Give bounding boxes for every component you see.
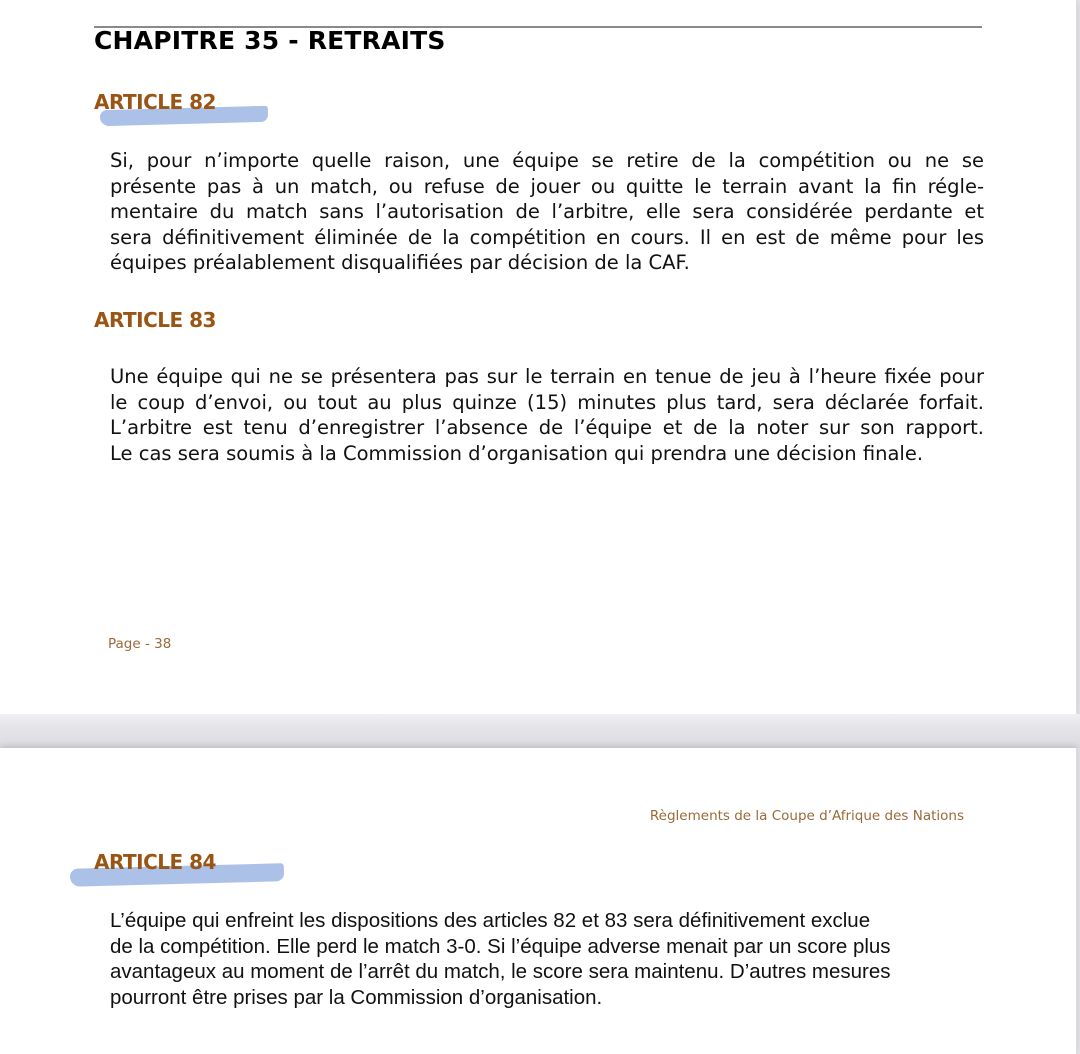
article-84-heading: ARTICLE 84 bbox=[94, 850, 216, 874]
article-82-body bbox=[110, 148, 984, 276]
page-number: Page - 38 bbox=[108, 636, 172, 652]
article-84-body bbox=[110, 908, 990, 1010]
text-line: L’arbitre est tenu d’enregistrer l’absence de l’équipe et de la noter sur son rapport. bbox=[110, 416, 984, 440]
article-82-heading-group bbox=[94, 90, 216, 114]
chapter-title: CHAPITRE 35 - RETRAITS bbox=[94, 26, 446, 55]
text-line: équipes préalablement disqualifiées par décision de la CAF. bbox=[110, 251, 690, 275]
text-line: avantageux au moment de l’arrêt du match, le score sera maintenu. D’autres mesures bbox=[110, 960, 891, 984]
text-line: Le cas sera soumis à la Commission d’organisation qui prendra une décision finale. bbox=[110, 441, 924, 465]
document-page-39 bbox=[0, 748, 1077, 1054]
article-83-heading-group bbox=[94, 308, 216, 332]
text-line: mentaire du match sans l’autorisation de l’arbitre, elle sera considérée perdante et bbox=[110, 200, 984, 224]
text-line: pourront être prises par la Commission d’organisation. bbox=[110, 985, 603, 1009]
text-line: Une équipe qui ne se présentera pas sur le terrain en tenue de jeu à l’heure fixée pour bbox=[110, 365, 984, 388]
text-line: sera définitivement éliminée de la compétition en cours. Il en est de même pour les bbox=[110, 225, 984, 249]
text-line: présente pas à un match, ou refuse de jouer ou quitte le terrain avant la fin régle- bbox=[110, 174, 984, 198]
article-83-heading: ARTICLE 83 bbox=[94, 308, 216, 332]
article-82-heading: ARTICLE 82 bbox=[94, 90, 216, 114]
article-83-body bbox=[110, 364, 984, 466]
text-line: de la compétition. Elle perd le match 3-0. Si l’équipe adverse menait par un score plus bbox=[110, 934, 891, 958]
running-header: Règlements de la Coupe d’Afrique des Nations bbox=[649, 808, 964, 824]
page-separator bbox=[0, 714, 1080, 748]
text-line: le coup d’envoi, ou tout au plus quinze (15) minutes plus tard, sera déclarée forfait. bbox=[110, 390, 984, 414]
article-84-heading-group bbox=[94, 850, 216, 874]
text-line: L’équipe qui enfreint les dispositions des articles 82 et 83 sera définitivement exclue bbox=[110, 909, 871, 932]
text-line: Si, pour n’importe quelle raison, une équipe se retire de la compétition ou ne se bbox=[110, 149, 984, 172]
